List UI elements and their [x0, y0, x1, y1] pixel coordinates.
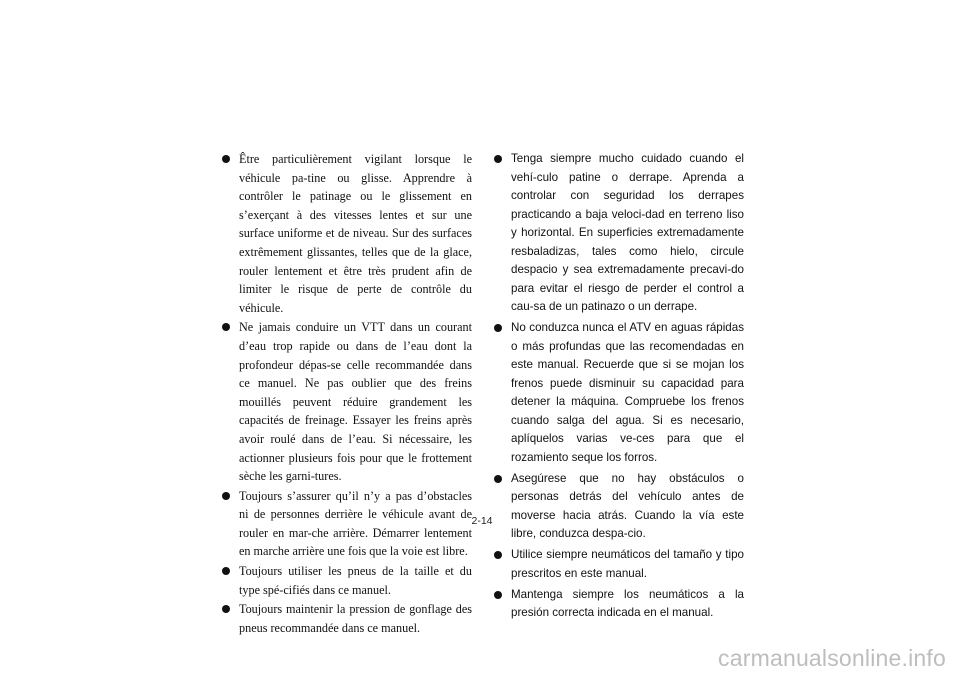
page-number: 2-14 — [471, 515, 493, 527]
list-item-text: Toujours maintenir la pression de gonflage des pneus recommandée dans ce manuel. — [239, 602, 472, 635]
list-item-text: Toujours utiliser les pneus de la taille et du type spé-cifiés dans ce manuel. — [239, 564, 472, 597]
watermark: carmanualsonline.info — [718, 645, 946, 671]
list-item — [222, 487, 472, 561]
list-item-text: Asegúrese que no hay obstáculos o personas detrás del vehículo antes de moverse hacia atrás. Cuando la vía este libre, conduzca despa-cio. — [511, 471, 744, 540]
list-item — [222, 600, 472, 637]
bullet-icon — [494, 324, 502, 332]
bullet-icon — [222, 155, 230, 163]
list-item-text: Être particulièrement vigilant lorsque le véhicule pa-tine ou glisse. Apprendre à contrôler le patinage ou le glissement en s’exerçant à des vitesses lentes et sur une surface uniforme et de niveau. Sur des surfaces extrêmement glissantes, telles que de la glace, rouler lentement et être très prudent afin de limiter le risque de perte de contrôle du véhicule. — [239, 152, 472, 315]
list-item — [494, 319, 744, 467]
list-item-text: No conduzca nunca el ATV en aguas rápidas o más profundas que las recomendadas en este manual. Recuerde que si se mojan los frenos puede disminuir su capacidad para detener la máquina. Compruebe los frenos cuando salga del agua. Si es necesario, aplíquelos varias ve-ces para que el rozamiento seque los forros. — [511, 321, 744, 464]
bullet-icon — [494, 475, 502, 483]
list-item-text: Mantenga siempre los neumáticos a la presión correcta indicada en el manual. — [511, 587, 744, 619]
spanish-column — [494, 150, 744, 625]
bullet-icon — [222, 605, 230, 613]
bullet-icon — [222, 323, 230, 331]
list-item — [222, 318, 472, 485]
list-item — [494, 546, 744, 583]
bullet-icon — [494, 591, 502, 599]
list-item-text: Utilice siempre neumáticos del tamaño y tipo prescritos en este manual. — [511, 548, 744, 580]
list-item-text: Ne jamais conduire un VTT dans un courant d’eau trop rapide ou dans de l’eau dont la profondeur dépas-se celle recommandée dans ce manuel. Ne pas oublier que des freins mouillés peuvent réduire grandement les capacités de freinage. Essayer les freins après avoir roulé dans de l’eau. Si nécessaire, les actionner plusieurs fois pour que le frottement sèche les garni-tures. — [239, 320, 472, 484]
list-item — [494, 150, 744, 317]
bullet-icon — [494, 551, 502, 559]
bullet-icon — [222, 492, 230, 500]
bullet-icon — [494, 155, 502, 163]
list-item — [222, 150, 472, 317]
bullet-icon — [222, 567, 230, 575]
list-item — [494, 470, 744, 544]
list-item — [494, 586, 744, 623]
list-item-text: Tenga siempre mucho cuidado cuando el vehí-culo patine o derrape. Aprenda a controlar con seguridad los derrapes practicando a baja veloci-dad en terreno liso y horizontal. En superficies extremadamente resbaladizas, tales como hielo, circule despacio y sea extremadamente precavi-do para evitar el riesgo de perder el control a cau-sa de un patinazo o un derrape. — [511, 152, 744, 313]
french-column — [222, 150, 472, 638]
list-item-text: Toujours s’assurer qu’il n’y a pas d’obstacles ni de personnes derrière le véhicule avant de rouler en mar-che arrière. Démarrer lentement en marche arrière une fois que la voie est libre. — [239, 488, 472, 559]
list-item — [222, 562, 472, 599]
